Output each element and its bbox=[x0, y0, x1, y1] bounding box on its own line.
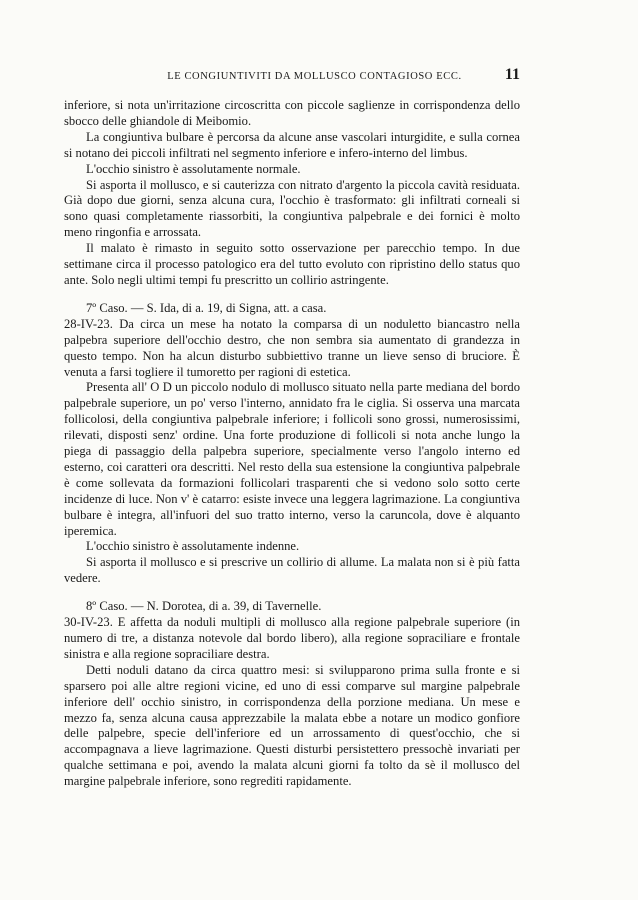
paragraph-continuation: inferiore, si nota un'irritazione circoscritta con piccole saglienze in corrispondenza dello sbocco delle ghiandole di Meibomio. bbox=[64, 98, 520, 128]
section-gap bbox=[64, 587, 520, 599]
running-head: LE CONGIUNTIVITI DA MOLLUSCO CONTAGIOSO ECC. bbox=[167, 71, 462, 82]
paragraph: 30-IV-23. E affetta da noduli multipli di mollusco alla regione palpebrale superiore (in numero di tre, a distanza notevole dal bordo libero), alla regione sopraciliare e frontale sinistra e alla regione sopraciliare destra. bbox=[64, 615, 520, 661]
paragraph: La congiuntiva bulbare è percorsa da alcune anse vascolari inturgidite, e sulla cornea si notano dei piccoli infiltrati nel segmento inferiore e infero-interno del limbus. bbox=[64, 129, 520, 160]
paragraph: L'occhio sinistro è assolutamente normale. bbox=[86, 161, 301, 176]
paragraph: L'occhio sinistro è assolutamente indenne. bbox=[86, 539, 300, 554]
paragraph: Si asporta il mollusco, e si cauterizza con nitrato d'argento la piccola cavità residuata. Già dopo due giorni, senza alcuna cura, l'occhio è trasformato: gli infiltrati corneali si sono quasi completamente riassorbiti, la congiuntiva palpebrale e dei fornici è molto meno ringonfia e arrossata. bbox=[64, 177, 520, 240]
paragraph: Detti noduli datano da circa quattro mesi: si svilupparono prima sulla fronte e si sparsero poi alle altre regioni vicine, ed uno di essi comparve sul margine palpebrale inferiore dell' occhio sinistro, in corrispondenza della porzione mediana. Un mese e mezzo fa, senza alcuna causa apprezzabile la malata ebbe a notare un modico gonfiore delle palpebre, specie dell'inferiore ed un arrossamento di quest'occhio, che si accompagnava a lieve lagrimazione. Questi disturbi persistettero pressochè invariati per qualche settimana e poi, avendo la malata alcuni giorni fa tolto da sè il mollusco del margine palpebrale inferiore, sono regrediti rapidamente. bbox=[64, 662, 520, 789]
paragraph: 28-IV-23. Da circa un mese ha notato la comparsa di un noduletto biancastro nella palpebra superiore dell'occhio destro, che non sembra sia aumentato di grandezza in questo tempo. Non ha alcun disturbo subbiettivo tranne un lieve senso di bruciore. È venuta a farsi togliere il tumoretto per ragioni di estetica. bbox=[64, 316, 520, 379]
case-heading-7: 7º Caso. — S. Ida, di a. 19, di Signa, att. a casa. bbox=[86, 300, 327, 315]
page-header bbox=[64, 66, 520, 84]
page-number: 11 bbox=[504, 66, 520, 83]
section-gap bbox=[64, 289, 520, 301]
case-heading-8: 8º Caso. — N. Dorotea, di a. 39, di Tavernelle. bbox=[86, 599, 322, 614]
paragraph: Si asporta il mollusco e si prescrive un collirio di allume. La malata non si è più fatta vedere. bbox=[64, 555, 520, 586]
paragraph: Presenta all' O D un piccolo nodulo di mollusco situato nella parte mediana del bordo palpebrale superiore, un po' verso l'interno, annidato fra le ciglia. Si osserva una marcata follicolosi, della congiuntiva palpebrale inferiore; i follicoli sono grossi, numerosissimi, rilevati, disposti senz' ordine. Una forte produzione di follicoli si nota anche lungo la piega di passaggio della palpebra superiore, specialmente verso l'angolo interno ed esterno, coi caratteri ora descritti. Nel resto della sua estensione la congiuntiva palpebrale è come sollevata da formazioni follicolari trasparenti che si vedono solo sotto certe incidenze di luce. Non v' è catarro: esiste invece una leggera lagrimazione. La congiuntiva bulbare è integra, all'infuori del suo tratto interno, verso la caruncola, dove è alquanto iperemica. bbox=[64, 380, 520, 538]
paragraph: Il malato è rimasto in seguito sotto osservazione per parecchio tempo. In due settimane circa il processo patologico era del tutto evoluto con ripristino dello status quo ante. Solo negli ultimi tempi fu prescritto un collirio astringente. bbox=[64, 241, 520, 287]
body-text bbox=[64, 98, 520, 790]
